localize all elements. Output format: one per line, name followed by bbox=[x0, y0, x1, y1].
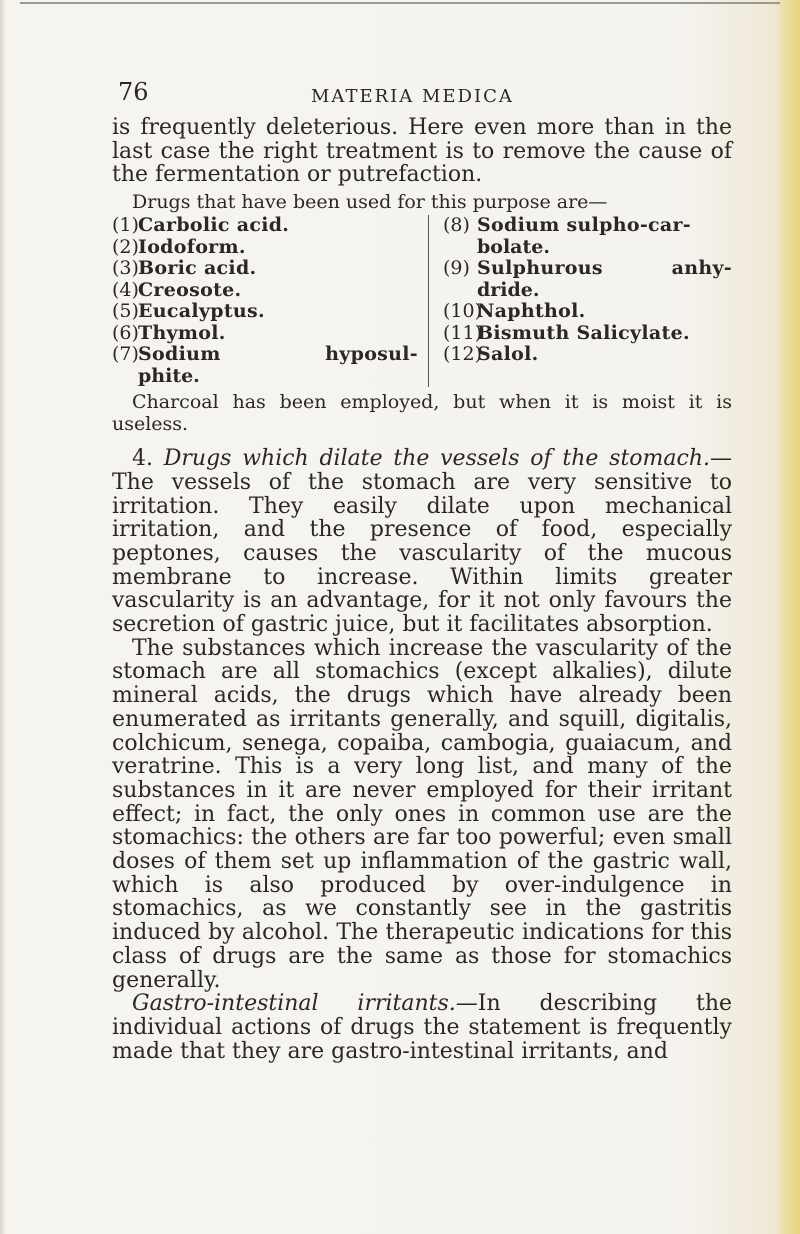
page-right-edge-discoloration bbox=[776, 0, 800, 1234]
drug-list bbox=[112, 215, 732, 387]
list-intro: Drugs that have been used for this purpose are— bbox=[132, 191, 608, 214]
drug-item: (4) Creosote. bbox=[112, 278, 242, 301]
page-content bbox=[112, 116, 732, 1063]
charcoal-note: Charcoal has been employed, but when it is moist it is useless. bbox=[112, 391, 732, 436]
drug-item: (11) Bismuth Salicylate. bbox=[443, 321, 690, 344]
gastro-text: —In describing the individual actions of drugs the statement is frequently made that they are gastro-intestinal irritants, and bbox=[112, 991, 733, 1064]
drug-item: (7) Sodium hyposul- bbox=[112, 343, 418, 366]
page-top-edge bbox=[20, 2, 780, 4]
page-header bbox=[118, 70, 750, 110]
gastro-paragraph bbox=[112, 992, 732, 1063]
section-4-heading: Drugs which dilate the vessels of the stomach.— bbox=[163, 446, 732, 472]
paragraph-substances: The substances which increase the vascularity of the stomach are all stomachics (except alkalies), dilute mineral acids, the drugs which have already been enumerated as irritants generally, and squill, digitalis, colchicum, senega, copaiba, cambogia, guaiacum, and veratrine. This is a very long list, and many of the substances in it are never employed for their irritant effect; in fact, the only ones in common use are the stomachics: the others are far too powerful; even small doses of them set up inflammation of the gastric wall, which is also produced by over-indulgence in stomachics, as we constantly see in the gastritis induced by alcohol. The therapeutic indications for this class of drugs are the same as those for stomachics generally. bbox=[112, 635, 732, 993]
drug-item: (2) Iodoform. bbox=[112, 235, 246, 258]
drug-list-right-column bbox=[429, 215, 732, 387]
page-left-edge-shadow bbox=[0, 0, 6, 1234]
gastro-heading: Gastro-intestinal irritants. bbox=[132, 991, 456, 1017]
section-4-number: 4. bbox=[132, 446, 153, 472]
paragraph-1: is frequently deleterious. Here even more than in the last case the right treatment is to remove the cause of the fermentation or putrefaction. bbox=[112, 115, 732, 188]
drug-item: (3) Boric acid. bbox=[112, 257, 257, 280]
page-number: 76 bbox=[118, 78, 149, 106]
drug-item: (6) Thymol. bbox=[112, 321, 226, 344]
drug-list-left-column bbox=[112, 215, 429, 387]
section-4-text: The vessels of the stomach are very sensitive to irritation. They easily dilate upon mechanical irritation, and the presence of food, especially peptones, causes the vascularity of the mucous membrane to increase. Within limits greater vascularity is an advantage, for it not only favours the secretion of gastric juice, but it facilitates absorption. bbox=[112, 469, 732, 638]
drug-item: (9) Sulphurous anhy- bbox=[443, 257, 732, 280]
drug-item-continuation: bolate. bbox=[477, 235, 550, 258]
drug-item: (12) Salol. bbox=[443, 343, 539, 366]
drug-item: (8) Sodium sulpho-car- bbox=[443, 214, 691, 237]
section-4-paragraph bbox=[112, 447, 732, 637]
drug-item: (10) Naphthol. bbox=[443, 300, 586, 323]
drug-item: (1) Carbolic acid. bbox=[112, 214, 290, 237]
drug-item-continuation: dride. bbox=[477, 278, 540, 301]
drug-item-continuation: phite. bbox=[138, 364, 200, 387]
drug-item: (5) Eucalyptus. bbox=[112, 300, 265, 323]
running-title: MATERIA MEDICA bbox=[311, 86, 514, 107]
